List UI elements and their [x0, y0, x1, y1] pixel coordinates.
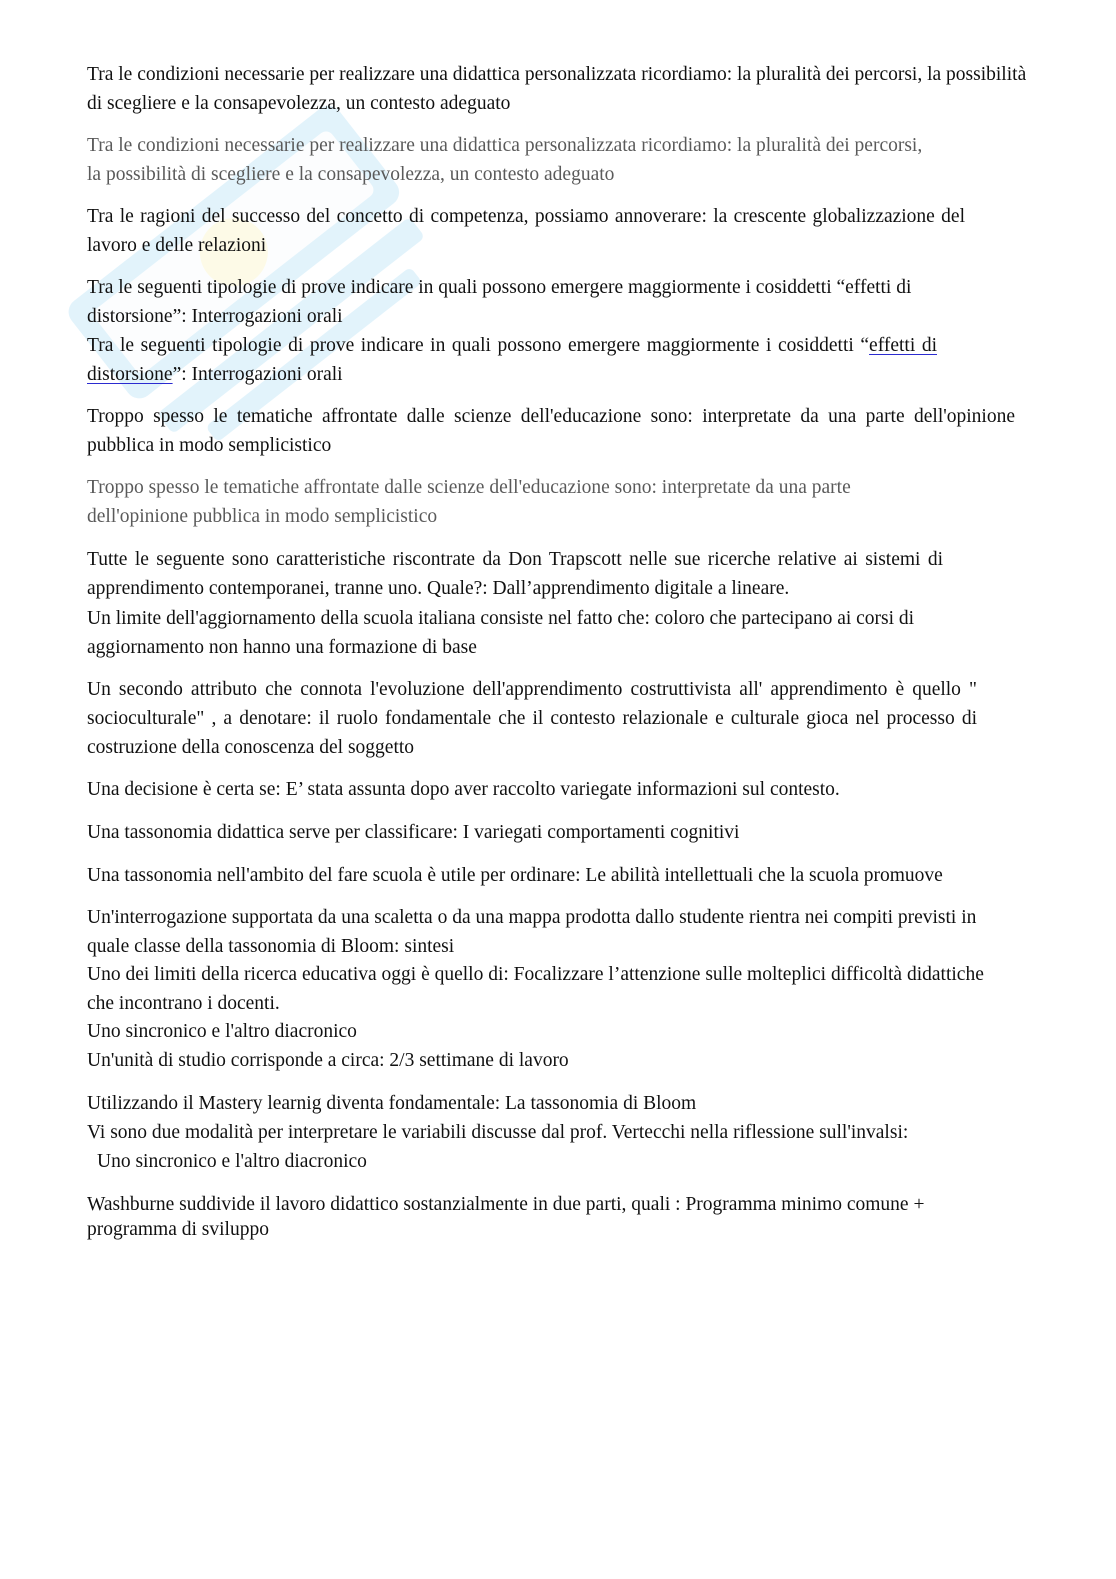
paragraph-text: ”: Interrogazioni orali [172, 364, 343, 385]
paragraph: Una tassonomia nell'ambito del fare scuola è utile per ordinare: Le abilità intellettuali che la scuola promuove [87, 865, 943, 886]
paragraph: Uno dei limiti della ricerca educativa oggi è quello di: Focalizzare l’attenzione sulle molteplici difficoltà didattiche che incontrano i docenti. [87, 964, 984, 1014]
paragraph: Tutte le seguente sono caratteristiche riscontrate da Don Trapscott nelle sue ricerche relative ai sistemi di apprendimento contemporanei, tranne uno. Quale?: Dall’apprendimento digitale a lineare. [87, 549, 943, 599]
paragraph: Tra le seguenti tipologie di prove indicare in quali possono emergere maggiormente i cosiddetti “effetti di distorsione”: Interrogazioni orali [87, 277, 912, 327]
paragraph: Vi sono due modalità per interpretare le variabili discusse dal prof. Vertecchi nella riflessione sull'invalsi: [87, 1122, 909, 1143]
underlined-text: effetti di [869, 335, 937, 356]
paragraph-text: Tra le seguenti tipologie di prove indicare in quali possono emergere maggiormente i cosiddetti “ [87, 335, 870, 356]
paragraph: Tra le condizioni necessarie per realizzare una didattica personalizzata ricordiamo: la pluralità dei percorsi, la possibilità di scegliere e la consapevolezza, un contesto adeguato [87, 135, 923, 185]
paragraph: Un'interrogazione supportata da una scaletta o da una mappa prodotta dallo studente rientra nei compiti previsti in quale classe della tassonomia di Bloom: sintesi [87, 907, 977, 957]
paragraph: Utilizzando il Mastery learnig diventa fondamentale: La tassonomia di Bloom [87, 1093, 697, 1114]
paragraph [87, 331, 937, 389]
paragraph: Tra le condizioni necessarie per realizzare una didattica personalizzata ricordiamo: la pluralità dei percorsi, la possibilità di scegliere e la consapevolezza, un contesto adeguato [87, 64, 1027, 114]
paragraph: Uno sincronico e l'altro diacronico [97, 1151, 367, 1172]
paragraph: Un limite dell'aggiornamento della scuola italiana consiste nel fatto che: coloro che partecipano ai corsi di aggiornamento non hanno una formazione di base [87, 608, 915, 658]
paragraph: Uno sincronico e l'altro diacronico [87, 1021, 357, 1042]
paragraph: Washburne suddivide il lavoro didattico sostanzialmente in due parti, quali : Programma minimo comune + programma di sviluppo [87, 1194, 925, 1240]
paragraph: Troppo spesso le tematiche affrontate dalle scienze dell'educazione sono: interpretate da una parte dell'opinione pubblica in modo semplicistico [87, 477, 851, 527]
underlined-text: distorsione [87, 364, 173, 385]
paragraph: Un secondo attributo che connota l'evoluzione dell'apprendimento costruttivista all' apprendimento è quello " socioculturale" , a denotare: il ruolo fondamentale che il contesto relazionale e culturale gioca nel processo di costruzione della conoscenza del soggetto [87, 679, 977, 758]
paragraph: Un'unità di studio corrisponde a circa: 2/3 settimane di lavoro [87, 1050, 569, 1071]
paragraph: Una decisione è certa se: E’ stata assunta dopo aver raccolto variegate informazioni sul contesto. [87, 779, 840, 800]
paragraph: Troppo spesso le tematiche affrontate dalle scienze dell'educazione sono: interpretate da una parte dell'opinione pubblica in modo semplicistico [87, 406, 1015, 456]
paragraph: Una tassonomia didattica serve per classificare: I variegati comportamenti cognitivi [87, 822, 740, 843]
paragraph: Tra le ragioni del successo del concetto di competenza, possiamo annoverare: la crescente globalizzazione del lavoro e delle relazioni [87, 206, 965, 256]
